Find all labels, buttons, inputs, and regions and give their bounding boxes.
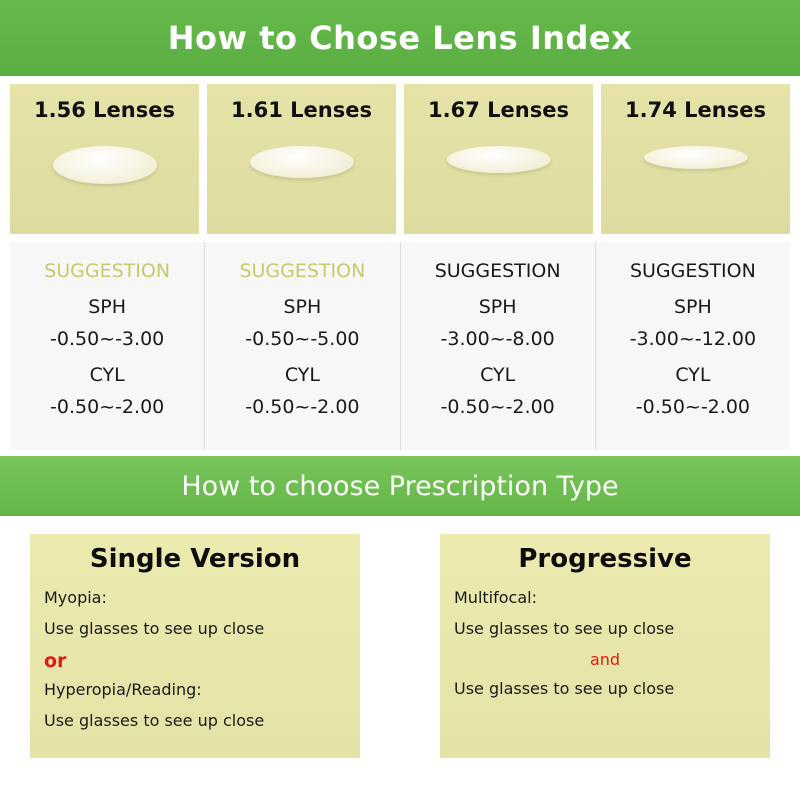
sph-value: -3.00~-12.00 bbox=[629, 328, 757, 350]
sph-key: SPH bbox=[88, 296, 127, 318]
lens-shape-icon bbox=[53, 146, 157, 184]
lens-shape-icon bbox=[644, 146, 748, 169]
suggestion-card bbox=[205, 242, 400, 450]
lens-card-title: 1.67 Lenses bbox=[428, 98, 569, 122]
sph-value: -3.00~-8.00 bbox=[440, 328, 555, 350]
cyl-key: CYL bbox=[480, 364, 516, 386]
sph-key: SPH bbox=[673, 296, 712, 318]
suggestion-row bbox=[0, 234, 800, 450]
myopia-text: Use glasses to see up close bbox=[44, 619, 265, 638]
sph-value: -0.50~-5.00 bbox=[245, 328, 360, 350]
suggestion-label: SUGGESTION bbox=[44, 260, 171, 282]
cyl-key: CYL bbox=[284, 364, 320, 386]
prescription-card-title: Single Version bbox=[89, 544, 301, 574]
connector-or: or bbox=[44, 650, 67, 672]
lens-card bbox=[601, 84, 790, 234]
header-banner bbox=[0, 0, 800, 76]
hyperopia-text: Use glasses to see up close bbox=[44, 711, 265, 730]
suggestion-label: SUGGESTION bbox=[629, 260, 756, 282]
multifocal-text-2: Use glasses to see up close bbox=[454, 679, 675, 698]
cyl-value: -0.50~-2.00 bbox=[440, 396, 555, 418]
page-title: How to Chose Lens Index bbox=[167, 19, 633, 57]
suggestion-card bbox=[10, 242, 205, 450]
hyperopia-label: Hyperopia/Reading: bbox=[44, 680, 202, 699]
prescription-card-progressive bbox=[440, 534, 770, 758]
prescription-banner bbox=[0, 456, 800, 516]
prescription-card-title: Progressive bbox=[518, 544, 692, 574]
cyl-value: -0.50~-2.00 bbox=[245, 396, 360, 418]
cyl-value: -0.50~-2.00 bbox=[635, 396, 750, 418]
suggestion-card bbox=[401, 242, 596, 450]
lens-shape-icon bbox=[250, 146, 354, 178]
suggestion-card bbox=[596, 242, 790, 450]
connector-and: and bbox=[589, 650, 621, 669]
lens-card-title: 1.74 Lenses bbox=[625, 98, 766, 122]
cyl-key: CYL bbox=[675, 364, 711, 386]
lens-card bbox=[207, 84, 396, 234]
lens-card-row bbox=[0, 76, 800, 234]
lens-card bbox=[404, 84, 593, 234]
sph-key: SPH bbox=[283, 296, 322, 318]
lens-card bbox=[10, 84, 199, 234]
lens-card-title: 1.61 Lenses bbox=[231, 98, 372, 122]
suggestion-label: SUGGESTION bbox=[239, 260, 366, 282]
lens-card-title: 1.56 Lenses bbox=[34, 98, 175, 122]
multifocal-text: Use glasses to see up close bbox=[454, 619, 675, 638]
prescription-section-title: How to choose Prescription Type bbox=[181, 470, 619, 502]
cyl-key: CYL bbox=[89, 364, 125, 386]
sph-value: -0.50~-3.00 bbox=[50, 328, 165, 350]
lens-shape-icon bbox=[447, 146, 551, 173]
sph-key: SPH bbox=[478, 296, 517, 318]
myopia-label: Myopia: bbox=[44, 588, 107, 607]
cyl-value: -0.50~-2.00 bbox=[50, 396, 165, 418]
multifocal-label: Multifocal: bbox=[454, 588, 537, 607]
prescription-card-row bbox=[0, 516, 800, 758]
prescription-card-single-version bbox=[30, 534, 360, 758]
suggestion-label: SUGGESTION bbox=[434, 260, 561, 282]
